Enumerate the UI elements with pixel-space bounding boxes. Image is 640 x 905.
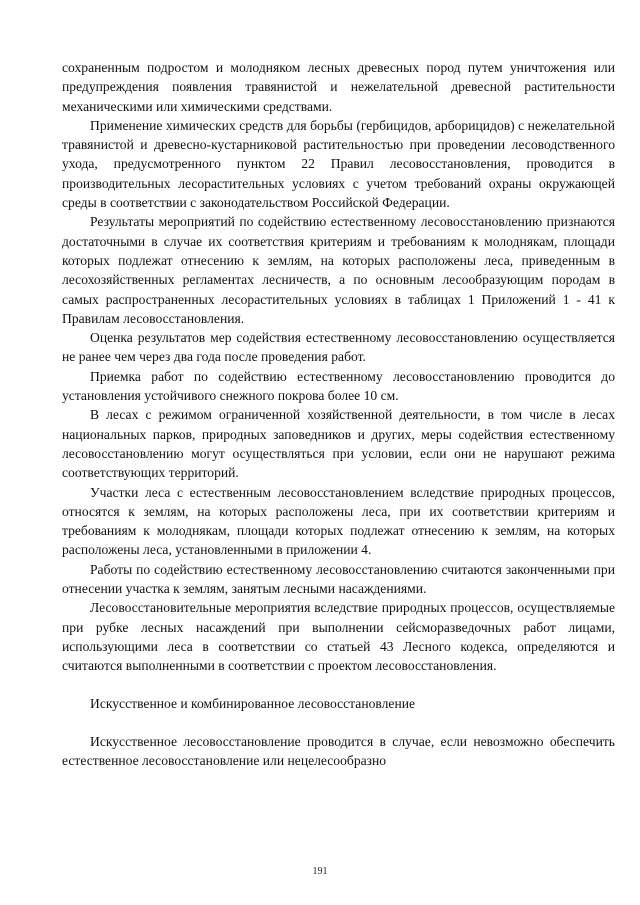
section-heading: Искусственное и комбинированное лесовосстановление — [90, 695, 416, 711]
paragraph-results-criteria: Результаты мероприятий по содействию естественному лесовосстановлению признаются достаточными в случае их соответствия критериям и требованиям к молоднякам, площади которых подлежат отнесению к землям, на которых расположены леса, приведенным в лесохозяйственных регламентах лесничеств, а по основным лесообразующим породам в самых распространенных лесорастительных условиях в таблицах 1 Приложений 1 - 41 к Правилам лесовосстановления. — [62, 214, 615, 326]
paragraph-natural-regeneration-plots: Участки леса с естественным лесовосстановлением вследствие природных процессов, относятся к землям, на которых расположены леса, при их соответствии критериям и требованиям к молоднякам, площади которых подлежат отнесению к землям, на которых расположены леса, установленными в приложении 4. — [62, 484, 615, 558]
paragraph-artificial-regeneration: Искусственное лесовосстановление проводится в случае, если невозможно обеспечить естественное лесовосстановление или нецелесообразно — [62, 733, 615, 769]
paragraph-assessment-timing: Оценка результатов мер содействия естественному лесовосстановлению осуществляется не ранее чем через два года после проведения работ. — [62, 330, 615, 365]
page-number: 191 — [312, 866, 328, 877]
paragraph-acceptance-of-works: Приемка работ по содействию естественному лесовосстановлению проводится до установления устойчивого снежного покрова более 10 см. — [62, 368, 615, 404]
paragraph-works-completed: Работы по содействию естественному лесовосстановлению считаются законченными при отнесении участка к землям, занятым лесными насаждениями. — [62, 561, 615, 597]
paragraph-restricted-forests: В лесах с режимом ограниченной хозяйственной деятельности, в том числе в лесах национальных парков, природных заповедников и других, меры содействия естественному лесовосстановлению могут осуществляться при условии, если они не нарушают режима соответствующих территорий. — [62, 407, 615, 481]
paragraph-seismic-works: Лесовосстановительные мероприятия вследствие природных процессов, осуществляемые при рубке лесных насаждений при выполнении сейсморазведочных работ лицами, использующими леса в соответствии со статьей 43 Лесного кодекса, определяются и считаются выполненными в соответствии с проектом лесовосстановления. — [62, 600, 615, 674]
document-page — [62, 58, 615, 770]
paragraph-chemical-agents: Применение химических средств для борьбы (гербицидов, арборицидов) с нежелательной травянистой и древесно-кустарниковой растительностью при проведении лесоводственного ухода, предусмотренного пунктом 22 Правил лесовосстановления, проводится в производительных лесорастительных условиях с учетом требований охраны окружающей среды в соответствии с законодательством Российской Федерации. — [62, 117, 615, 211]
paragraph-continuation: сохраненным подростом и молодняком лесных древесных пород путем уничтожения или предупреждения появления травянистой и нежелательной древесной растительности механическими или химическими средствами. — [62, 60, 615, 114]
